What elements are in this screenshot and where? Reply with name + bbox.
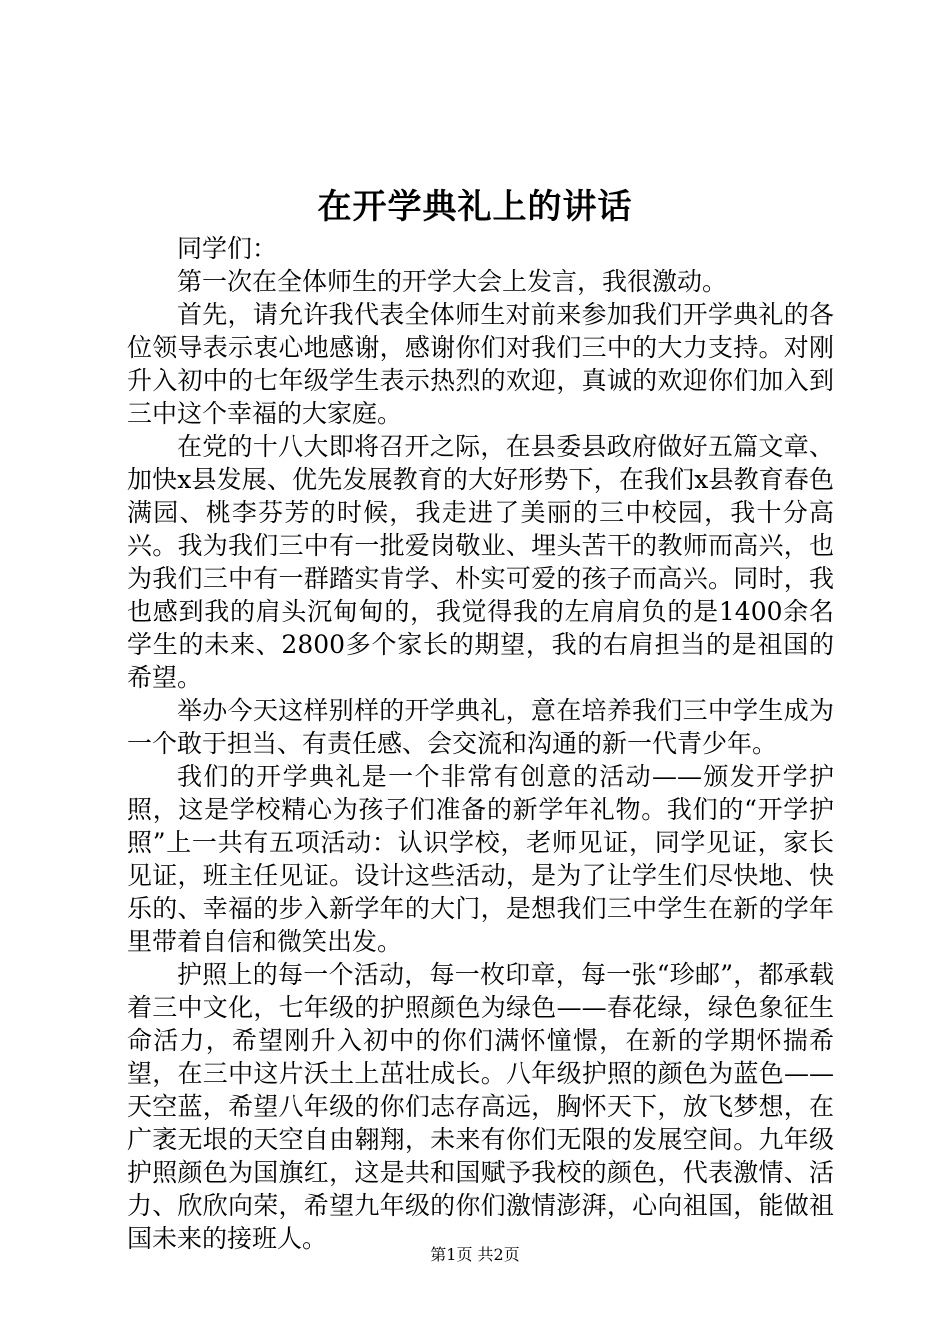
document-title: 在开学典礼上的讲话 [317,187,633,227]
page-number-footer: 第1页 共2页 [430,1245,520,1264]
paragraph-thanks-welcome: 首先，请允许我代表全体师生对前来参加我们开学典礼的各位领导表示衷心地感谢，感谢你们对我们三中的大力支持。对刚升入初中的七年级学生表示热烈的欢迎，真诚的欢迎你们加入到三中这个幸福的大家庭。 [127,300,834,428]
paragraph-school-feelings: 在党的十八大即将召开之际，在县委县政府做好五篇文章、加快x县发展、优先发展教育的大好形势下，在我们x县教育春色满园、桃李芬芳的时候，我走进了美丽的三中校园，我十分高兴。我为我们三中有一批爱岗敬业、埋头苦干的教师而高兴，也为我们三中有一群踏实肯学、朴实可爱的孩子而高兴。同时，我也感到我的肩头沉甸甸的，我觉得我的左肩肩负的是1400余名学生的未来、2800多个家长的期望，我的右肩担当的是祖国的希望。 [127,432,834,692]
paragraph-passport-activity: 我们的开学典礼是一个非常有创意的活动——颁发开学护照，这是学校精心为孩子们准备的新学年礼物。我们的“开学护照”上一共有五项活动：认识学校，老师见证，同学见证，家长见证，班主任见证。设计这些活动，是为了让学生们尽快地、快乐的、幸福的步入新学年的大门，是想我们三中学生在新的学年里带着自信和微笑出发。 [127,762,834,956]
paragraph-salutation: 同学们： [177,234,278,263]
paragraph-passport-colors: 护照上的每一个活动，每一枚印章，每一张“珍邮”，都承载着三中文化，七年级的护照颜色为绿色——春花绿，绿色象征生命活力，希望刚升入初中的你们满怀憧憬，在新的学期怀揣希望，在三中这片沃土上茁壮成长。八年级护照的颜色为蓝色——天空蓝，希望八年级的你们志存高远，胸怀天下，放飞梦想，在广袤无垠的天空自由翱翔，未来有你们无限的发展空间。九年级护照颜色为国旗红，这是共和国赋予我校的颜色，代表激情、活力、欣欣向荣，希望九年级的你们激情澎湃，心向祖国，能做祖国未来的接班人。 [127,960,834,1253]
paragraph-ceremony-purpose: 举办今天这样别样的开学典礼，意在培养我们三中学生成为一个敢于担当、有责任感、会交流和沟通的新一代青少年。 [127,696,834,758]
document-body [127,232,834,1255]
paragraph-opening: 第一次在全体师生的开学大会上发言，我很激动。 [177,267,728,296]
